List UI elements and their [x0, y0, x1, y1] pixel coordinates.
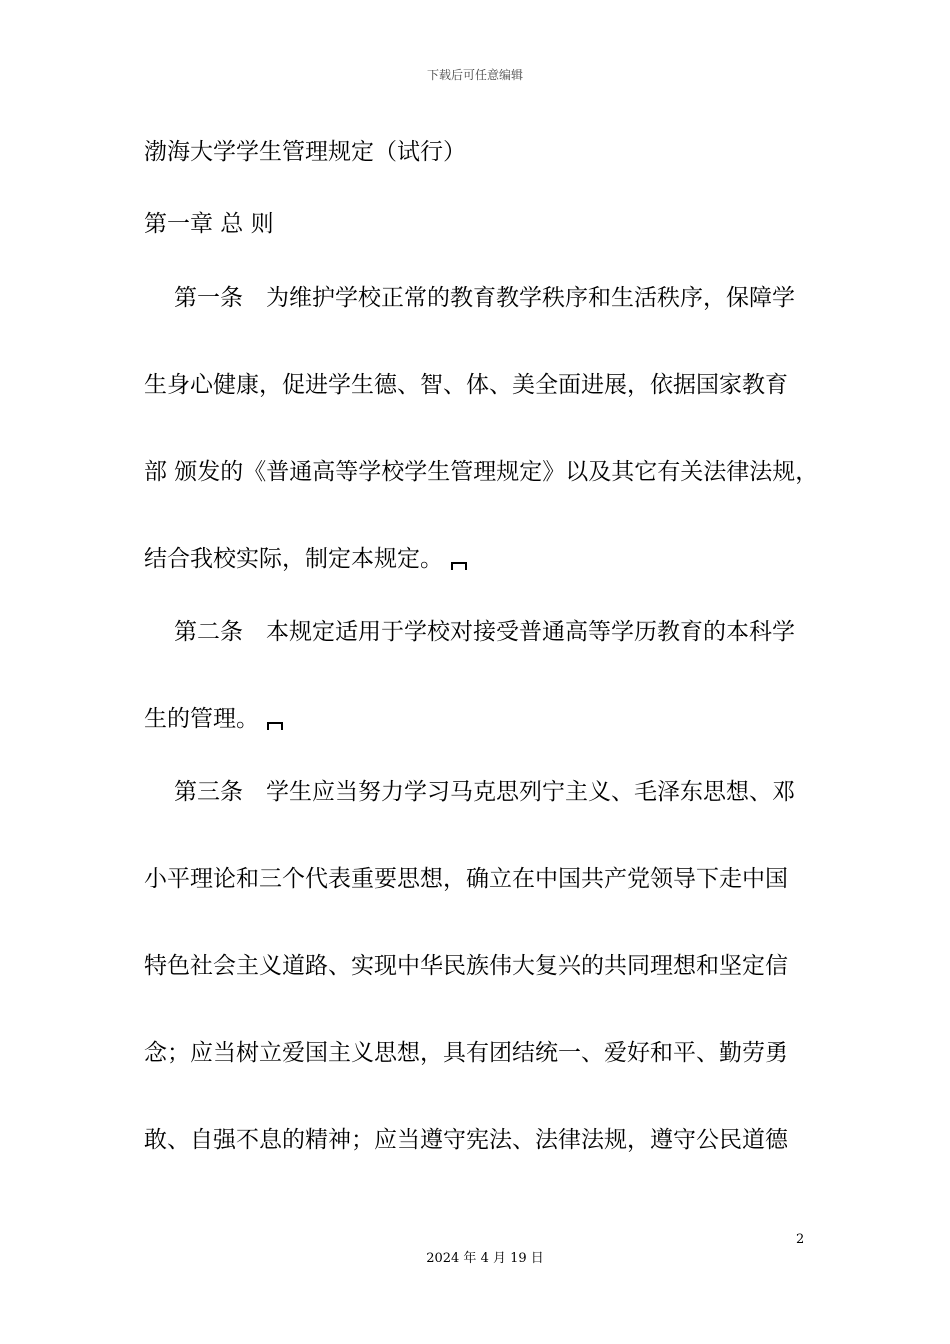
document-title: 渤海大学学生管理规定（试行） [144, 139, 466, 165]
paragraph-end-line [144, 704, 283, 734]
paragraph-line: 生身心健康，促进学生德、智、体、美全面进展，依据国家教育 [144, 372, 788, 398]
paragraph-line: 小平理论和三个代表重要思想，确立在中国共产党领导下走中国 [144, 866, 788, 892]
paragraph-line: 特色社会主义道路、实现中华民族伟大复兴的共同理想和坚定信 [144, 953, 788, 979]
paragraph-line: 第二条 本规定适用于学校对接受普通高等学历教育的本科学 [174, 619, 795, 645]
paragraph-mark-icon [451, 562, 467, 570]
paragraph-line: 第一条 为维护学校正常的教育教学秩序和生活秩序，保障学 [174, 285, 795, 311]
paragraph-mark-icon [267, 722, 283, 730]
paragraph-line: 第三条 学生应当努力学习马克思列宁主义、毛泽东思想、邓 [174, 779, 795, 805]
paragraph-line-text: 结合我校实际，制定本规定。 [144, 546, 443, 572]
paragraph-end-line [144, 544, 467, 574]
paragraph-line: 念；应当树立爱国主义思想，具有团结统一、爱好和平、勤劳勇 [144, 1040, 788, 1066]
page-number: 2 [796, 1232, 805, 1247]
paragraph-line: 部 颁发的《普通高等学校学生管理规定》以及其它有关法律法规， [144, 459, 819, 485]
paragraph-line-text: 生的管理。 [144, 706, 259, 732]
paragraph-line: 敢、自强不息的精神；应当遵守宪法、法律法规，遵守公民道德 [144, 1127, 788, 1153]
footer-date: 2024 年 4 月 19 日 [426, 1251, 544, 1266]
header-note: 下载后可任意编辑 [426, 68, 523, 82]
chapter-heading: 第一章 总 则 [144, 211, 274, 237]
